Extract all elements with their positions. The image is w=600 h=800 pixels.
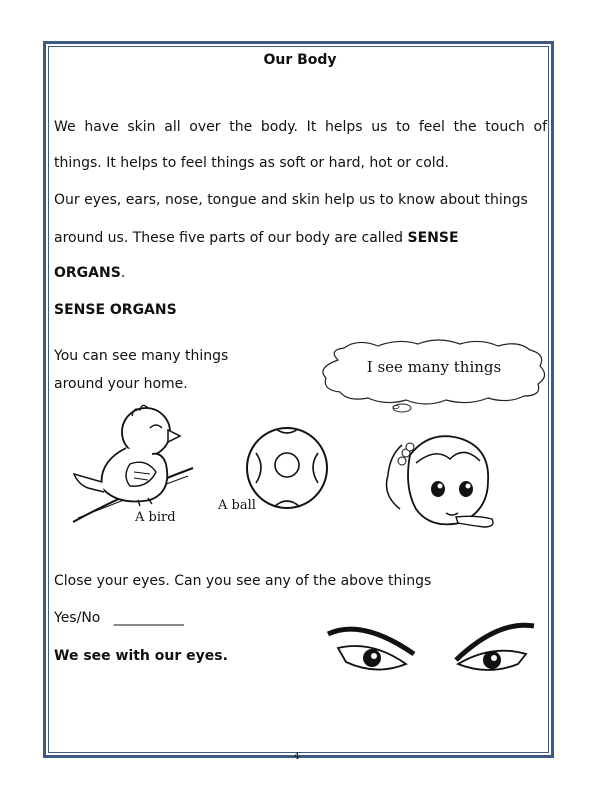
conclusion-text: We see with our eyes. xyxy=(54,648,228,664)
paragraph2-period: . xyxy=(120,265,126,281)
ball-illustration xyxy=(244,425,330,511)
answer-row xyxy=(54,610,184,626)
paragraph2-line2 xyxy=(54,230,459,246)
paragraph2-line2-text: around us. These five parts of our body are called xyxy=(54,230,408,246)
caption-bird: A bird xyxy=(135,510,176,525)
paragraph2-line3 xyxy=(54,265,125,281)
paragraph2-line1: Our eyes, ears, nose, tongue and skin help us to know about things xyxy=(54,192,528,208)
question-text: Close your eyes. Can you see any of the above things xyxy=(54,573,432,589)
organs-keyword: ORGANS xyxy=(54,265,121,281)
paragraph1-line2: things. It helps to feel things as soft or hard, hot or cold. xyxy=(54,155,450,171)
page-number: 4 xyxy=(294,752,300,762)
caption-ball: A ball xyxy=(218,498,256,513)
page-title: Our Body xyxy=(263,52,337,68)
section-heading: SENSE ORGANS xyxy=(54,302,177,318)
sense-keyword: SENSE xyxy=(407,230,459,246)
thought-bubble-text: I see many things xyxy=(366,358,502,376)
answer-prompt: Yes/No xyxy=(54,610,101,626)
activity-line1: You can see many things xyxy=(54,348,229,364)
bird-illustration xyxy=(68,402,208,527)
activity-line2: around your home. xyxy=(54,376,188,392)
answer-blank[interactable]: __________ xyxy=(113,610,184,626)
eyes-illustration xyxy=(322,618,544,678)
thought-bubble xyxy=(318,338,550,418)
girl-face-illustration xyxy=(380,425,500,535)
paragraph1-line1: We have skin all over the body. It helps us to feel the touch of xyxy=(54,119,547,135)
